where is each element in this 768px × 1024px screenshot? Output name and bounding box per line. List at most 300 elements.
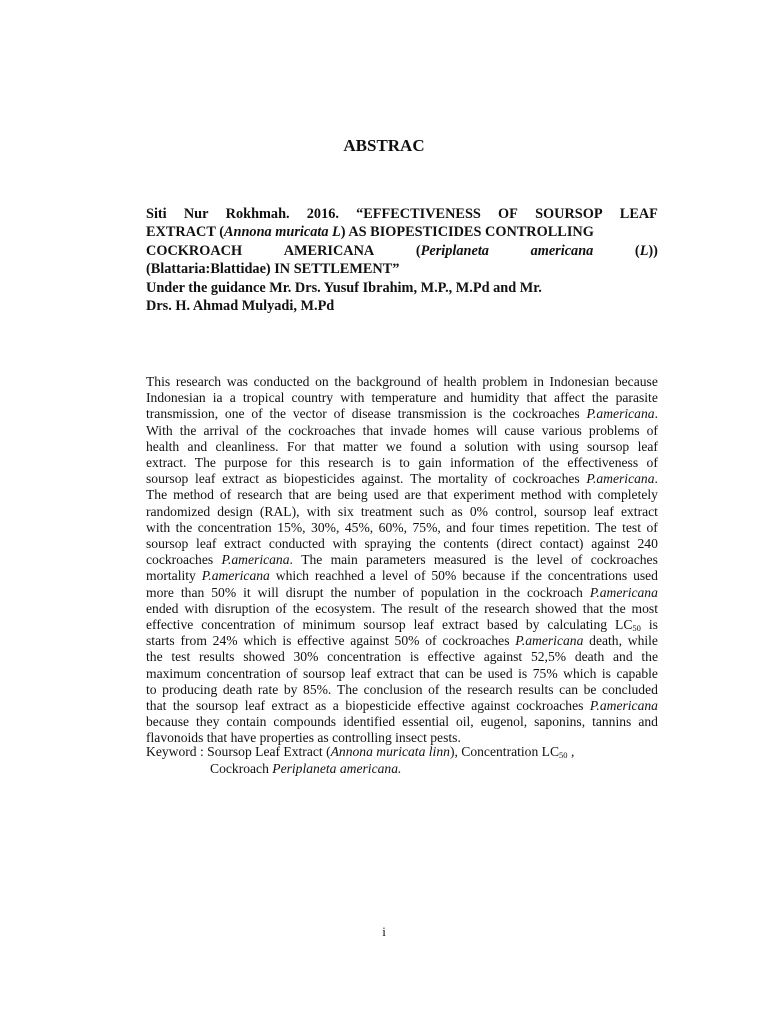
abstract-word: will <box>476 422 498 438</box>
abstract-word: the <box>292 600 310 616</box>
abstract-word: 240 <box>637 536 658 552</box>
abstract-word: effectiveness <box>567 455 639 471</box>
abstract-word: background <box>356 374 421 389</box>
citation-word <box>416 242 489 260</box>
species-name: P.americana <box>589 698 658 714</box>
abstract-word: the <box>264 422 282 438</box>
abstract-word: biopesticides <box>283 471 355 487</box>
abstract-word: of <box>246 422 258 438</box>
abstract-word: solution <box>464 438 509 454</box>
abstract-word: biopesticide <box>345 698 411 714</box>
abstract-word: 30%, <box>311 519 340 535</box>
abstract-body <box>146 374 658 747</box>
abstract-word: 30% <box>293 649 319 665</box>
abstract-word: of <box>219 487 232 503</box>
abstract-word: of <box>286 665 298 681</box>
abstract-word: and <box>613 649 633 665</box>
abstract-word: With <box>146 422 173 438</box>
abstract-line <box>146 617 658 633</box>
abstract-word: 50% <box>394 633 420 649</box>
abstract-line <box>146 406 658 422</box>
abstract-word: contain <box>226 714 267 730</box>
citation-word <box>635 242 658 260</box>
abstract-word: of <box>444 600 456 616</box>
abstract-word: that <box>419 665 440 681</box>
abstract-line <box>146 423 658 439</box>
abstract-line <box>146 487 658 503</box>
abstract-word: (RAL), <box>259 503 300 519</box>
abstract-word: we <box>385 438 402 454</box>
abstract-word: compounds <box>273 714 337 730</box>
abstract-word: while <box>627 633 658 649</box>
abstract-word: was <box>226 374 248 389</box>
abstract-word: mortality <box>437 471 488 487</box>
abstract-word: research <box>175 374 222 389</box>
abstract-line <box>146 439 658 455</box>
abstract-word: The <box>301 552 323 568</box>
abstract-word: a <box>332 698 339 714</box>
abstract-word: of <box>494 471 506 487</box>
abstract-word: level <box>381 568 409 584</box>
abstract-word: 15%, <box>277 519 306 535</box>
abstract-word: research <box>328 455 374 471</box>
abstract-word: is <box>494 552 504 568</box>
abstract-word: by <box>525 617 540 633</box>
abstract-word: the <box>542 455 560 471</box>
abstract-line <box>146 601 658 617</box>
abstract-line <box>146 698 658 714</box>
abstract-word: parasite <box>615 390 658 406</box>
abstract-word: producing <box>162 681 218 697</box>
abstract-word: flavonoids <box>146 730 204 746</box>
abstract-word: of <box>414 568 426 584</box>
citation-line-2-post: ) AS BIOPESTICIDES CONTROLLING <box>340 224 594 241</box>
abstract-word: because <box>462 568 506 584</box>
abstract-word: concentrations <box>547 568 628 584</box>
abstract-word: conclusion <box>363 681 423 697</box>
abstract-word: health <box>146 438 180 454</box>
abstract-word: that <box>206 730 228 746</box>
abstract-word: the <box>172 698 190 714</box>
abstract-word: vector <box>292 406 327 422</box>
abstract-word: pests. <box>430 730 461 746</box>
abstract-word: For <box>286 438 306 454</box>
abstract-word: soursop <box>586 438 630 454</box>
abstract-word: cockroaches <box>512 406 580 422</box>
abstract-word: death <box>222 681 253 697</box>
abstract-word: humidity <box>470 390 520 406</box>
page-number: i <box>382 924 386 939</box>
abstract-word: affect <box>554 390 585 406</box>
abstract-word: population <box>420 584 479 600</box>
abstract-word: calculating <box>547 617 608 633</box>
abstract-word <box>590 698 658 714</box>
abstract-word: cockroaches <box>146 552 214 568</box>
abstract-word: based <box>486 617 518 633</box>
abstract-line <box>146 585 658 601</box>
abstract-word: research <box>467 681 513 697</box>
abstract-word: soursop <box>363 617 406 633</box>
abstract-word: are <box>314 487 332 503</box>
abstract-word: 60%, <box>378 519 407 535</box>
abstract-word: gain <box>418 455 442 471</box>
abstract-line <box>146 520 658 536</box>
abstract-word: conducted <box>253 374 310 389</box>
abstract-word: capable <box>616 665 658 681</box>
keyword-line-1 <box>146 744 658 761</box>
abstract-word: with <box>332 536 357 552</box>
abstract-word: used <box>487 665 513 681</box>
abstract-word: 50% <box>431 568 457 584</box>
abstract-word: repetition. <box>534 519 590 535</box>
abstract-word: oil, <box>455 714 474 730</box>
abstract-word: temperature <box>371 390 437 406</box>
abstract-word: leaf <box>350 665 372 681</box>
abstract-word: The <box>194 455 216 471</box>
citation-header <box>146 205 658 315</box>
keyword-text: Soursop Leaf Extract ( <box>207 744 331 759</box>
abstract-word: extract. <box>146 455 187 471</box>
abstract-word: effective <box>146 617 194 633</box>
abstract-word: P.americana. <box>586 406 658 422</box>
abstract-word: death, <box>589 633 622 649</box>
abstract-word: matter <box>342 438 378 454</box>
abstract-word: on <box>315 374 329 389</box>
abstract-word: 50% <box>211 584 237 600</box>
abstract-word: 85%. <box>303 681 332 697</box>
abstract-word: effective <box>427 649 475 665</box>
abstract-word: with <box>516 438 541 454</box>
citation-word: COCKROACH <box>146 242 243 259</box>
abstract-word: essential <box>402 714 449 730</box>
abstract-word: transmission <box>397 406 467 422</box>
abstract-word: will <box>257 584 279 600</box>
abstract-word: arrival <box>203 422 239 438</box>
species-name: P.americana <box>201 568 270 584</box>
abstract-word: purpose <box>224 455 268 471</box>
abstract-word: control, <box>495 503 537 519</box>
abstract-word: method <box>520 487 562 503</box>
citation-word: Siti <box>146 206 167 222</box>
abstract-word: and <box>638 714 658 730</box>
abstract-word: result <box>408 600 439 616</box>
abstract-word: of <box>333 406 345 422</box>
abstract-word: as <box>317 730 329 746</box>
abstract-word: of <box>522 455 534 471</box>
abstract-word: against <box>591 536 630 552</box>
abstract-word: measured <box>433 552 486 568</box>
abstract-word: of <box>646 519 658 535</box>
abstract-word: parameters <box>366 552 426 568</box>
abstract-word: level <box>536 552 563 568</box>
abstract-word: effective <box>417 698 465 714</box>
keyword-label: Keyword : <box>146 744 208 759</box>
abstract-line <box>146 504 658 520</box>
abstract-word: that <box>288 487 309 503</box>
abstract-word: spraying <box>364 536 412 552</box>
abstract-word: leaf <box>195 471 216 487</box>
abstract-word: saponins, <box>534 714 586 730</box>
abstract-word: from <box>180 633 207 649</box>
abstract-word: to <box>146 681 157 697</box>
abstract-word: are <box>404 487 422 503</box>
abstract-word: completely <box>597 487 658 503</box>
keyword-species: Periplaneta americana. <box>272 760 402 776</box>
abstract-line <box>146 552 658 568</box>
abstract-word: is <box>601 665 611 681</box>
abstract-word: is <box>409 649 419 665</box>
abstract-word: starts <box>146 633 175 649</box>
abstract-word: The <box>595 519 617 535</box>
abstract-word: 75% <box>532 665 558 681</box>
keywords <box>146 744 658 777</box>
abstract-word: 0% <box>469 503 488 519</box>
abstract-word: with <box>184 600 209 616</box>
abstract-word: results <box>518 681 554 697</box>
abstract-word: is <box>648 617 658 633</box>
abstract-word: concentration <box>327 649 402 665</box>
abstract-word: that <box>526 390 547 406</box>
abstract-word: which <box>243 633 277 649</box>
abstract-word: against. <box>361 471 404 487</box>
abstract-word: disrupt <box>285 584 324 600</box>
abstract-word: with <box>146 519 171 535</box>
abstract-word: is <box>282 633 292 649</box>
abstract-word: This <box>146 374 171 389</box>
citation-line-1 <box>146 205 658 223</box>
abstract-word: maximum <box>146 665 202 681</box>
abstract-word: that <box>146 698 167 714</box>
abstract-word: extract <box>441 617 479 633</box>
abstract-word: 24% <box>212 633 238 649</box>
abstract-word: of <box>402 584 414 600</box>
abstract-word: which <box>563 665 597 681</box>
abstract-word: the <box>461 600 479 616</box>
abstract-word: being <box>337 487 368 503</box>
abstract-word: because <box>614 374 658 389</box>
paren: ( <box>634 242 640 259</box>
abstract-word: information <box>450 455 515 471</box>
abstract-word: times <box>499 519 529 535</box>
abstract-line <box>146 536 658 552</box>
abstract-word: soursop <box>146 536 189 552</box>
abstract-word: can <box>445 665 464 681</box>
abstract-word <box>202 568 270 584</box>
abstract-word: to <box>399 455 410 471</box>
abstract-word: the <box>511 552 529 568</box>
abstract-word: insect <box>395 730 427 746</box>
abstract-word: ia <box>212 390 223 406</box>
citation-word: OF <box>498 206 518 222</box>
abstract-word: 52,5% <box>530 649 567 665</box>
abstract-line <box>146 666 658 682</box>
abstract-word: it <box>243 584 251 600</box>
abstract-word: leaf <box>413 617 434 633</box>
abstract-word: in <box>485 584 497 600</box>
abstract-word: found <box>410 438 442 454</box>
abstract-word: four <box>471 519 495 535</box>
abstract-line <box>146 682 658 698</box>
abstract-word: 45%, <box>344 519 374 535</box>
abstract-word: have <box>230 730 257 746</box>
abstract-word: minimum <box>302 617 356 633</box>
abstract-word: against <box>471 698 510 714</box>
abstract-word: is <box>473 406 483 422</box>
abstract-word: leaf <box>637 438 658 454</box>
abstract-word: of <box>426 374 438 389</box>
abstract-word: a <box>229 390 236 406</box>
abstract-line <box>146 568 658 584</box>
author-abbrev: L <box>639 242 649 259</box>
abstract-word: such <box>419 503 445 519</box>
abstract-word: the <box>330 584 348 600</box>
abstract-word: six <box>337 503 354 519</box>
abstract-word: and <box>446 519 466 535</box>
abstract-word: as <box>451 503 463 519</box>
abstract-word: soursop <box>195 698 239 714</box>
abstract-word: extract <box>376 665 414 681</box>
abstract-word: more <box>146 584 174 600</box>
abstract-word: country <box>291 390 334 406</box>
abstract-word: the <box>525 568 542 584</box>
species-name: P.americana <box>586 471 655 487</box>
citation-line-3 <box>146 242 658 260</box>
keyword-species: Annona muricata linn <box>330 744 450 759</box>
abstract-word: that <box>314 438 335 454</box>
abstract-word: test <box>622 519 641 535</box>
abstract-word: transmission, <box>146 406 219 422</box>
abstract-word: extract <box>620 503 658 519</box>
abstract-word: against <box>350 633 389 649</box>
keyword-text: Cockroach <box>210 760 273 776</box>
abstract-word: randomized <box>146 503 211 519</box>
abstract-word: the <box>489 406 506 422</box>
abstract-word: the <box>179 422 197 438</box>
species-name: Annona muricata L <box>223 224 341 241</box>
abstract-word: concentration <box>197 519 272 535</box>
citation-line-4: (Blattaria:Blattidae) IN SETTLEMENT” <box>146 261 400 278</box>
abstract-word: that <box>427 487 448 503</box>
abstract-word: various <box>541 422 582 438</box>
abstract-word: conducted <box>268 536 325 552</box>
abstract-word: eugenol, <box>480 714 528 730</box>
abstract-word: cockroach <box>527 584 583 600</box>
abstract-line <box>146 455 658 471</box>
abstract-line <box>146 649 658 665</box>
abstract-word: of <box>428 681 440 697</box>
abstract-word: of <box>571 552 583 568</box>
abstract-word: P.americana. <box>221 552 293 568</box>
abstract-word: tropical <box>242 390 285 406</box>
abstract-word: The <box>146 487 168 503</box>
abstract-word: than <box>180 584 205 600</box>
abstract-word: 75%, <box>412 519 441 535</box>
abstract-word: properties <box>259 730 314 746</box>
subscript: 50 <box>632 623 641 634</box>
citation-word: 2016. <box>306 206 339 222</box>
abstract-word: death <box>574 649 605 665</box>
abstract-word: that <box>582 600 604 616</box>
abstract-word: extract <box>222 471 260 487</box>
abstract-word: soursop <box>302 665 346 681</box>
species-name: P.americana <box>515 633 584 649</box>
keyword-text: , <box>567 744 575 759</box>
abstract-word: disease <box>351 406 391 422</box>
abstract-word: main <box>330 552 358 568</box>
abstract-word: concluded <box>602 681 658 697</box>
abstract-word: cleanliness. <box>215 438 279 454</box>
abstract-word: leaf <box>244 698 266 714</box>
abstract-word: leaf <box>196 536 217 552</box>
abstract-word: using <box>549 438 579 454</box>
abstract-word: in <box>533 374 544 389</box>
abstract-word: that <box>362 422 383 438</box>
abstract-word: cockroaches <box>288 422 356 438</box>
keyword-text: ), Concentration LC <box>449 744 560 759</box>
abstract-word: is <box>518 665 528 681</box>
abstract-word: soursop <box>544 503 587 519</box>
abstract-word: one <box>224 406 245 422</box>
abstract-word: with <box>567 487 592 503</box>
abstract-word: cockroaches <box>516 698 584 714</box>
abstract-word: controlling <box>332 730 392 746</box>
abstract-word: as <box>265 471 278 487</box>
abstract-word: leaf <box>593 503 614 519</box>
abstract-word: soursop <box>146 471 189 487</box>
abstract-word: treatment <box>360 503 413 519</box>
abstract-word: contact) <box>539 536 584 552</box>
abstract-word: they <box>196 714 220 730</box>
abstract-word: by <box>283 681 298 697</box>
abstract-word: of <box>251 406 263 422</box>
abstract-word: research <box>484 600 530 616</box>
citation-word: AMERICANA <box>283 242 375 259</box>
species-epithet: americana <box>530 242 594 259</box>
abstract-word: and <box>443 390 464 406</box>
abstract-word: homes <box>433 422 469 438</box>
abstract-word: contents <box>443 536 489 552</box>
abstract-line <box>146 633 658 649</box>
abstract-line <box>146 390 658 406</box>
abstract-word: concentration <box>206 665 281 681</box>
abstract-word: of <box>646 455 658 471</box>
abstract-word: the <box>419 536 436 552</box>
abstract-word: showed <box>535 600 577 616</box>
abstract-word: concentration <box>201 617 276 633</box>
abstract-word: ended <box>146 600 179 616</box>
abstract-word: of <box>425 633 437 649</box>
keyword-line-2 <box>146 761 658 778</box>
abstract-word: a <box>450 438 457 454</box>
abstract-word: extract <box>224 536 262 552</box>
abstract-word: tannins <box>592 714 632 730</box>
abstract-word: as <box>315 698 327 714</box>
abstract-word: health <box>443 374 477 389</box>
paren: )) <box>648 242 658 259</box>
species-name: P.americana <box>221 552 290 568</box>
abstract-word: cockroaches <box>442 633 510 649</box>
abstract-word: problems <box>588 422 640 438</box>
abstract-word: method <box>173 487 214 503</box>
abstract-word: rate <box>257 681 279 697</box>
abstract-word: cause <box>504 422 535 438</box>
abstract-word: experiment <box>453 487 515 503</box>
abstract-word: is <box>381 455 391 471</box>
abstract-word: Indonesian <box>549 374 610 389</box>
abstract-word: the <box>609 600 626 616</box>
abstract-word: number <box>354 584 396 600</box>
citation-line-2 <box>146 223 658 241</box>
